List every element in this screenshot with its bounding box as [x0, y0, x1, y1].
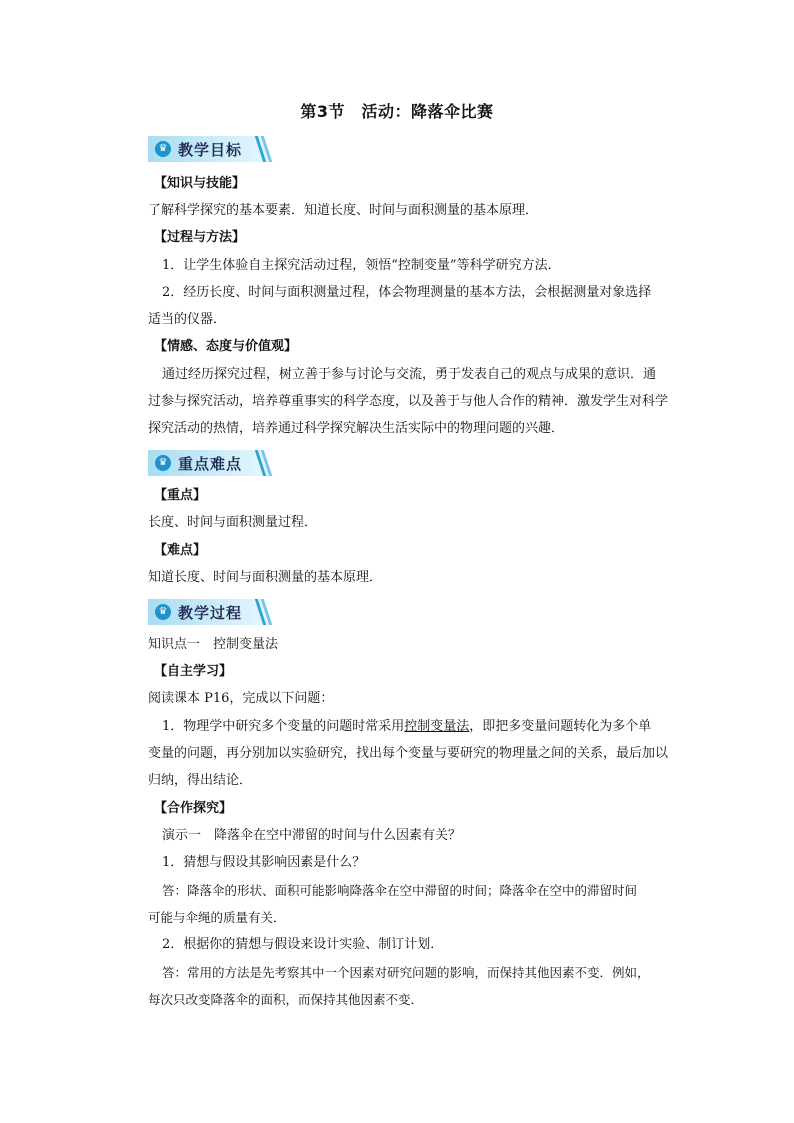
subheading: 【合作探究】 [154, 801, 233, 816]
trophy-icon: ♛ [155, 141, 171, 157]
text-span: 1．物理学中研究多个变量的问题时常采用 [162, 719, 405, 734]
subheading: 【自主学习】 [154, 664, 233, 679]
paragraph-line: 适当的仪器． [148, 312, 227, 327]
paragraph-line: 长度、时间与面积测量过程． [148, 515, 318, 530]
subheading: 【重点】 [154, 488, 207, 503]
paragraph-line: 变量的问题，再分别加以实验研究，找出每个变量与要研究的物理量之间的关系，最后加以 [148, 746, 669, 761]
paragraph-line: 通过经历探究过程，树立善于参与讨论与交流，勇于发表自己的观点与成果的意识．通 [162, 367, 657, 382]
paragraph-line: 阅读课本 P16，完成以下问题： [148, 691, 334, 706]
section-label: 教学过程 [178, 604, 243, 622]
trophy-icon: ♛ [155, 455, 171, 471]
section-banner-objectives [148, 136, 273, 162]
paragraph-line: 过参与探究活动，培养尊重事实的科学态度，以及善于与他人合作的精神．激发学生对科学 [148, 394, 669, 409]
answer-line: 答：常用的方法是先考察其中一个因素对研究问题的影响，而保持其他因素不变．例如， [162, 965, 650, 980]
knowledge-point-heading: 知识点一 控制变量法 [148, 637, 279, 652]
paragraph-line: 1．让学生体验自主探究活动过程，领悟“控制变量”等科学研究方法． [162, 258, 561, 273]
demo-heading: 演示一 降落伞在空中滞留的时间与什么因素有关？ [162, 828, 462, 843]
question-line: 1．猜想与假设其影响因素是什么？ [162, 855, 366, 870]
subheading: 【过程与方法】 [154, 230, 246, 245]
paragraph-line: 探究活动的热情，培养通过科学探究解决生活实际中的物理问题的兴趣． [148, 421, 565, 436]
paragraph-line: 知道长度、时间与面积测量的基本原理． [148, 570, 383, 585]
section-label: 重点难点 [178, 455, 243, 473]
subheading: 【知识与技能】 [154, 176, 246, 191]
paragraph-line [162, 717, 692, 737]
section-label: 教学目标 [178, 141, 243, 159]
text-span: ，即把多变量问题转化为多个单 [469, 719, 652, 734]
paragraph-line: 了解科学探究的基本要素．知道长度、时间与面积测量的基本原理． [148, 203, 539, 218]
trophy-icon: ♛ [155, 604, 171, 620]
paragraph-line: 归纳，得出结论． [148, 773, 253, 788]
subheading: 【难点】 [154, 543, 207, 558]
page-title: 第3节 活动：降落伞比赛 [300, 102, 494, 121]
section-banner-process [148, 599, 273, 625]
answer-line: 每次只改变降落伞的面积，而保持其他因素不变． [148, 992, 424, 1007]
section-banner-key-points [148, 450, 273, 476]
subheading: 【情感、态度与价值观】 [154, 339, 298, 354]
underlined-term: 控制变量法 [404, 719, 470, 734]
question-line: 2．根据你的猜想与假设来设计实验、制订计划． [162, 937, 444, 952]
paragraph-line: 2．经历长度、时间与面积测量过程，体会物理测量的基本方法，会根据测量对象选择 [162, 285, 652, 300]
answer-line: 答：降落伞的形状、面积可能影响降落伞在空中滞留的时间；降落伞在空中的滞留时间 [162, 883, 638, 898]
answer-line: 可能与伞绳的质量有关． [148, 910, 286, 925]
